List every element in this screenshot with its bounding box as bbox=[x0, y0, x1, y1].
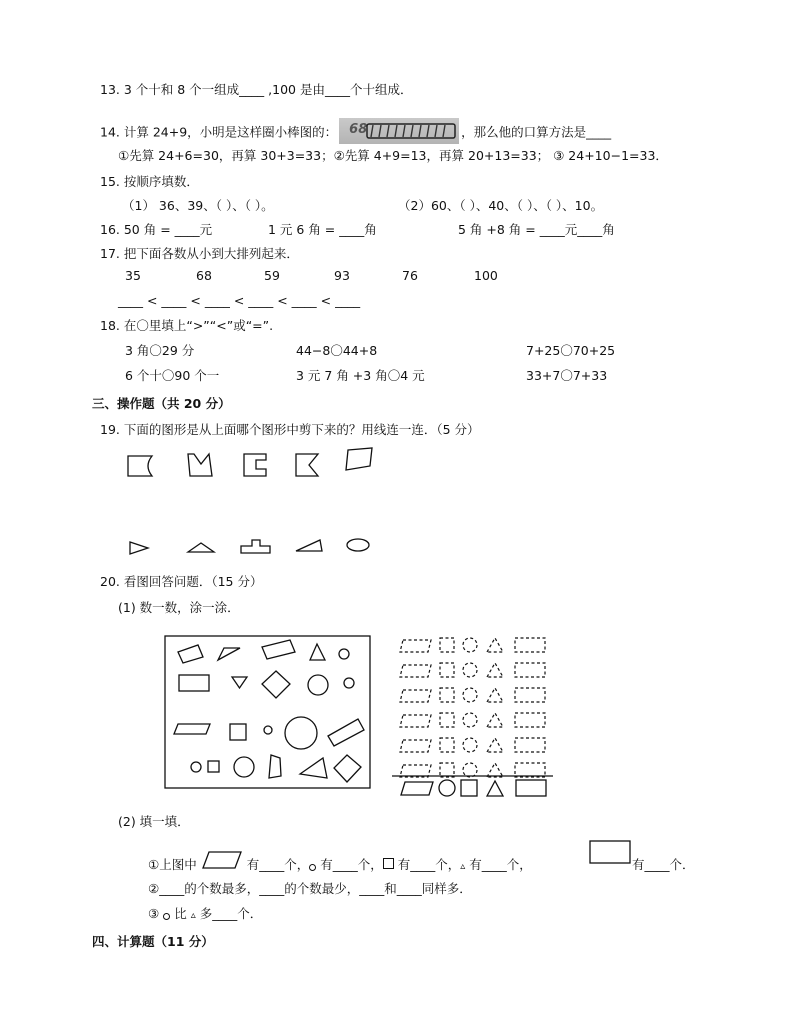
number-item: 35 bbox=[125, 268, 141, 283]
square-icon bbox=[383, 858, 394, 869]
number-item: 76 bbox=[402, 268, 418, 283]
fill-line-1 bbox=[148, 855, 532, 876]
compare-item: 6 个十〇90 个一 bbox=[125, 368, 220, 383]
cut-piece-wedge bbox=[296, 540, 322, 551]
compare-item: 3 角〇29 分 bbox=[125, 343, 195, 358]
cut-shape-top-4 bbox=[296, 454, 318, 476]
sort-answer-line: ____ < ____ < ____ < ____ < ____ < ____ bbox=[118, 293, 361, 308]
fill-1-rectangle-count: 有____个． bbox=[632, 857, 695, 872]
cut-shape-top-3 bbox=[244, 454, 266, 476]
fill-1-circle-count: 有____个， bbox=[320, 857, 383, 872]
fill-1-square-count: 有____个， bbox=[397, 857, 461, 872]
question-20-sub1: (1) 数一数，涂一涂． bbox=[118, 600, 240, 615]
question-16-c: 5 角 +8 角 = ____元____角 bbox=[458, 222, 615, 237]
compare-item: 44−8〇44+8 bbox=[296, 343, 378, 358]
stick-bundle-drawing bbox=[365, 122, 457, 140]
cut-piece-flat-triangle bbox=[188, 543, 214, 552]
grid-legend-shapes bbox=[401, 780, 546, 796]
question-14 bbox=[100, 120, 611, 146]
cut-shape-top-5 bbox=[346, 448, 372, 470]
stick-bundle-label: 68 bbox=[349, 122, 368, 137]
question-20-sub2: (2) 填一填． bbox=[118, 814, 190, 829]
number-item: 93 bbox=[334, 268, 350, 283]
stick-bundle-image bbox=[339, 118, 459, 144]
fill-1-parallelogram-count: 有____个， bbox=[246, 857, 310, 872]
cut-piece-step bbox=[241, 540, 270, 553]
cut-piece-oval bbox=[347, 539, 369, 551]
question-15-part1: （1） 36、39、（ ）、（ ）。 bbox=[122, 198, 274, 213]
question-13: 13. 3 个十和 8 个一组成____ ,100 是由____个十组成． bbox=[100, 82, 413, 97]
fill-1-prefix: ①上图中 bbox=[148, 857, 197, 872]
number-item: 68 bbox=[196, 268, 212, 283]
section-3-heading: 三、操作题（共 20 分） bbox=[92, 396, 231, 411]
question-14-options: ①先算 24+6=30，再算 30+3=33；②先算 4+9=13，再算 20+13=33； ③ 24+10−1=33． bbox=[118, 148, 668, 163]
fill-3-compare: 比 bbox=[174, 906, 187, 921]
section-4-heading: 四、计算题（11 分） bbox=[92, 934, 214, 949]
cut-shapes-figure bbox=[0, 440, 794, 560]
question-20-title: 20. 看图回答问题．（15 分） bbox=[100, 574, 263, 589]
question-15-title: 15. 按顺序填数． bbox=[100, 174, 199, 189]
coloring-grid bbox=[400, 638, 545, 777]
parallelogram-icon bbox=[201, 850, 243, 870]
fill-1-triangle-count: 有____个， bbox=[469, 857, 532, 872]
rectangle-icon bbox=[589, 840, 631, 864]
fill-line-2: ②____的个数最多，____的个数最少，____和____同样多． bbox=[148, 881, 472, 896]
question-16-b: 1 元 6 角 = ____角 bbox=[268, 222, 377, 237]
question-14-prompt: 14. 计算 24+9，小明是这样圈小棒图的： bbox=[100, 124, 338, 140]
question-15-part2: （2）60、（ ）、40、（ ）、（ ）、10。 bbox=[398, 198, 604, 213]
circle-icon bbox=[309, 864, 316, 871]
fill-3-prefix: ③ bbox=[148, 906, 160, 921]
shape-count-figure bbox=[0, 620, 794, 800]
question-19: 19. 下面的图形是从上面哪个图形中剪下来的？用线连一连．（5 分） bbox=[100, 422, 480, 437]
cut-piece-triangle bbox=[130, 542, 148, 554]
fill-3-result: 多____个． bbox=[199, 906, 263, 921]
compare-item: 33+7〇7+33 bbox=[526, 368, 608, 383]
question-14-tail: ，那么他的口算方法是____ bbox=[461, 124, 612, 140]
question-18-title: 18. 在〇里填上“>”“<”或“=”. bbox=[100, 318, 274, 333]
cut-shape-top-2 bbox=[188, 454, 212, 476]
compare-item: 7+25〇70+25 bbox=[526, 343, 616, 358]
compare-item: 3 元 7 角 +3 角〇4 元 bbox=[296, 368, 425, 383]
fill-line-3 bbox=[148, 904, 262, 922]
number-item: 100 bbox=[474, 268, 498, 283]
cut-shape-top-1 bbox=[128, 456, 152, 476]
triangle-icon: ▵ bbox=[190, 910, 196, 921]
triangle-icon: ▵ bbox=[460, 861, 466, 872]
question-17-title: 17. 把下面各数从小到大排列起来． bbox=[100, 246, 299, 261]
number-item: 59 bbox=[264, 268, 280, 283]
circle-icon bbox=[163, 913, 170, 920]
question-16-a: 16. 50 角 = ____元 bbox=[100, 222, 213, 237]
